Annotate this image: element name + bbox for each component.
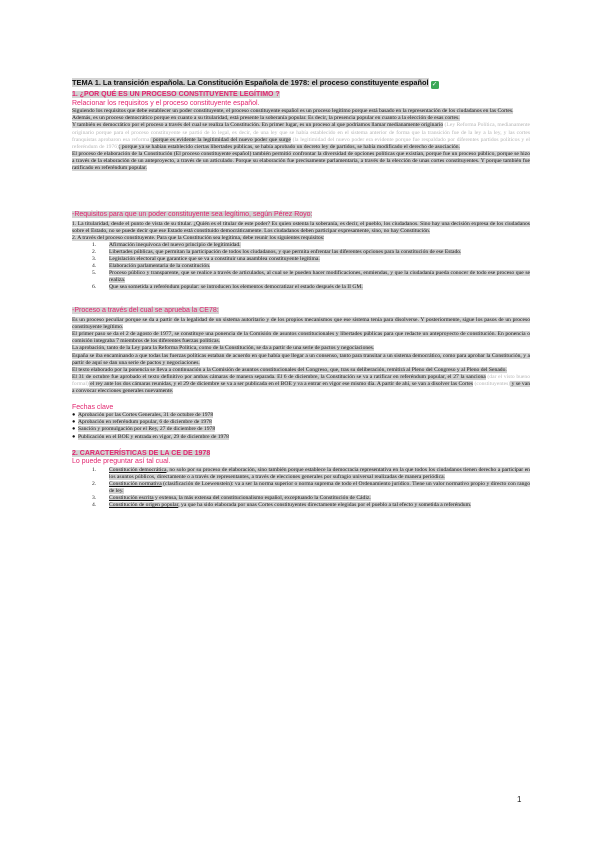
list-item: ● Aprobación en referéndum popular, 6 de diciembre de 1978 xyxy=(72,419,212,426)
section1-paragraph-2: Además, es un proceso democrático porque en cuanto a su titularidad, está presente la soberanía popular. Es decir, la presencia popular en cuanto a la elección de esas cortes. xyxy=(72,115,460,122)
gray-note: (Ley Reforma Política, medianamente originario porque para el proceso constituyente se partió de lo legal, es decir, de una ley que se había establecido en el sistema anterior de forma que la transición fue de la ley a la ley, y las cortes franquistas aprobaron esa reforma) xyxy=(72,122,530,143)
proceso-heading: -Proceso a través del cual se aprueba la CE78: xyxy=(72,307,219,315)
list-item: 4. Elaboración parlamentaria de la constitución. xyxy=(92,263,211,270)
list-item: 5. Proceso público y transparente, que se realice a través de articulados, al cual se le pueden hacer modificaciones, enmiendas, y que la ciudadanía pueda conocer de todo ese proceso que se realiza. xyxy=(92,270,530,284)
list-item: 2. Libertades públicas, que permitan la participación de todos los ciudadanos, y que permita enfrentar las diferentes opciones para la constitución de ese Estado. xyxy=(92,249,462,255)
requisitos-item-2: 2. A través del proceso constituyente. Para que la Constitución sea legítima, debe reunir los siguientes requisitos: xyxy=(72,234,325,241)
section1-subheading: Relacionar los requisitos y el proceso constituyente español. xyxy=(72,99,260,107)
gray-note: (dar el visto bueno formal) xyxy=(72,373,530,387)
proceso-paragraph-3: La aprobación, tanto de la Ley para la Reforma Política, como de la Constitución, se da a partir de una serie de pactos y negociaciones. xyxy=(72,345,375,352)
section2-heading: 2. CARACTERÍSTICAS DE LA CE DE 1978 xyxy=(72,449,211,457)
section2-subheading: Lo puede preguntar así tal cual. xyxy=(72,458,171,466)
list-item: 4. Constitución de origen popular, ya que ha sido elaborada por unas Cortes constituyentes directamente elegidas por el pueblo a tal efecto y sometida a referéndum. xyxy=(92,502,472,509)
list-item: 3. Constitución escrita y extensa, la más extensa del constitucionalismo español, exceptuando la Constitución de Cádiz. xyxy=(92,495,371,502)
bullet-icon: ● xyxy=(72,426,76,433)
gray-note: (la legitimidad del nuevo poder era evidente porque fue respaldado por diferentes partidos políticos y el referéndum de 1976) xyxy=(72,136,530,150)
section1-heading: 1. ¿POR QUÉ ES UN PROCESO CONSTITUYENTE LEGÍTIMO ? xyxy=(72,91,280,98)
document-page xyxy=(72,72,530,509)
caracteristicas-list xyxy=(72,467,530,509)
gray-note: (constituyentes) xyxy=(473,380,511,387)
list-item: 6. Que sea sometida a referéndum popular: se introducen los elementos democratizar el estado después de la II GM. xyxy=(92,284,363,291)
proceso-paragraph-4: España se iba encaminando a que todas las fuerzas políticas estaban de acuerdo en que había que llegar a un consenso, tanto para transitar a un sistema democrático, como para aprobar la Constitución, y a partir de aquí se dan una serie de pactos y negociaciones. xyxy=(72,352,530,366)
fechas-list xyxy=(72,412,530,440)
list-item: ● Sanción y promulgación por el Rey, 27 de diciembre de 1978 xyxy=(72,426,216,433)
list-item: 1. Constitución democrática, no solo por su proceso de elaboración, sino también porque establece la democracia representativa en la que todos los ciudadanos tienen derecho a participar en los asuntos públicos, directamente o a través de representantes, a través de elecciones generales por sufragio universal realizadas de manera periódica. xyxy=(92,466,530,481)
document-title: TEMA 1. La transición española. La Constitución Española de 1978: el proceso constituyente español xyxy=(72,78,429,87)
title-row xyxy=(72,72,530,88)
bullet-icon: ● xyxy=(72,419,76,426)
requisitos-sublist xyxy=(72,242,530,291)
requisitos-heading: -Requisitos para que un poder constituyente sea legítimo, según Pérez Royo: xyxy=(72,210,313,218)
proceso-paragraph-6: El 31 de octubre fue aprobado el texto definitivo por ambas cámaras de manera separada. El 6 de diciembre, la Constitución se va a ratificar en referéndum popular, el 27 la sanciona (dar el visto bueno formal) el rey ante los dos cámaras reunidas, y el 29 de diciembre se va a ser publicada en el BOE y va a entrar en vigor ese mismo día. A partir de ahí, se van a disolver las Cortes (constituyentes) y se van a convocar elecciones generales nuevamente. xyxy=(72,373,530,394)
page-number: 1 xyxy=(517,795,522,804)
section1-paragraph-4: El proceso de elaboración de la Constitución (El proceso constituyente español) también permitió confrontar la diversidad de opciones políticas que existían, porque fue un proceso público, porque se hizo a través de la elaboración de un anteproyecto, a través de un articulado. Porque su elaboración fue precisamente parlamentaria, a través de la elección de unas cortes constituyentes. Y porque también fue ratificado en referéndum popular. xyxy=(72,150,530,171)
list-item: ● Aprobación por las Cortes Generales, 31 de octubre de 1978 xyxy=(72,412,214,419)
proceso-paragraph-2: El primer paso se da el 2 de agosto de 1977, se constituye una ponencia de la Comisión de asuntos constitucionales y libertades públicas para que redacte un anteproyecto de constitución. En ponencia o comisión integraba 7 miembros de los diferentes fuerzas políticas. xyxy=(72,331,530,345)
bullet-icon: ● xyxy=(72,412,76,419)
fechas-heading: Fechas clave xyxy=(72,403,114,411)
list-item: ● Publicación en el BOE y entrada en vigor, 29 de diciembre de 1978 xyxy=(72,433,229,440)
list-item: 2. Constitución normativa (clasificación de Loewenstein): va a ser la norma superior o norma suprema de todo el Ordenamiento jurídico. Tiene un valor normativo propio y directo con rango de ley. xyxy=(92,481,530,495)
section1-paragraph-1: Siguiendo los requisitos que debe establecer un poder constituyente, el proceso constituyente español es un proceso legítimo porque está basado en la representación de los ciudadanos en las Cortes. xyxy=(72,108,514,115)
proceso-paragraph-1: Es un proceso peculiar porque se da a partir de la legalidad de un sistema autoritario y de los propios mecanismos que ese sistema tenía para disolverse. Y posteriormente, sigue los pasos de un proceso constituyente legítimo. xyxy=(72,317,530,331)
proceso-paragraph-5: El texto elaborado por la ponencia se lleva a continuación a la Comisión de asuntos constitucionales del Congreso, que, tras su deliberación, remitirá al Pleno del Congreso y al Pleno del Senado. xyxy=(72,366,507,373)
requisitos-item-1: 1. La titularidad, desde el punto de vista de su titular. ¿Quién es el titular de este poder? Es quien ostenta la soberanía, es decir, el pueblo, los ciudadanos. Sino hay una decisión expresa de los ciudadanos sobre el Estado, no se puede decir que ese Estado está constituido democráticamente. Los ciudadanos deben participar expresamente, sino, no hay Constitución. xyxy=(72,220,530,234)
section1-paragraph-3: Y también es democrático por el proceso a través del cual se realiza la Constitución. En primer lugar, es un proceso al que podríamos llamar medianamente originario (Ley Reforma Política, medianamente originario porque para el proceso constituyente se partió de lo legal, es decir, de una ley que se había establecido en el sistema anterior de forma que la transición fue de la ley a la ley, y las cortes franquistas aprobaron esa reforma) porque es evidente la legitimidad del nuevo poder que surge (la legitimidad del nuevo poder era evidente porque fue respaldado por diferentes partidos políticos y el referéndum de 1976); porque ya se habían establecido ciertas libertades públicas, se había aprobado un decreto ley de partidos, se había modificado el derecho de asociación. xyxy=(72,122,530,150)
check-mark-icon: ✓ xyxy=(431,81,438,88)
bullet-icon: ● xyxy=(72,433,76,440)
list-item: 1. Afirmación inequívoca del nuevo principio de legitimidad. xyxy=(92,241,241,248)
list-item: 3. Legislación electoral que garantice que se va a constituir una asamblea constituyente legítima. xyxy=(92,256,320,263)
